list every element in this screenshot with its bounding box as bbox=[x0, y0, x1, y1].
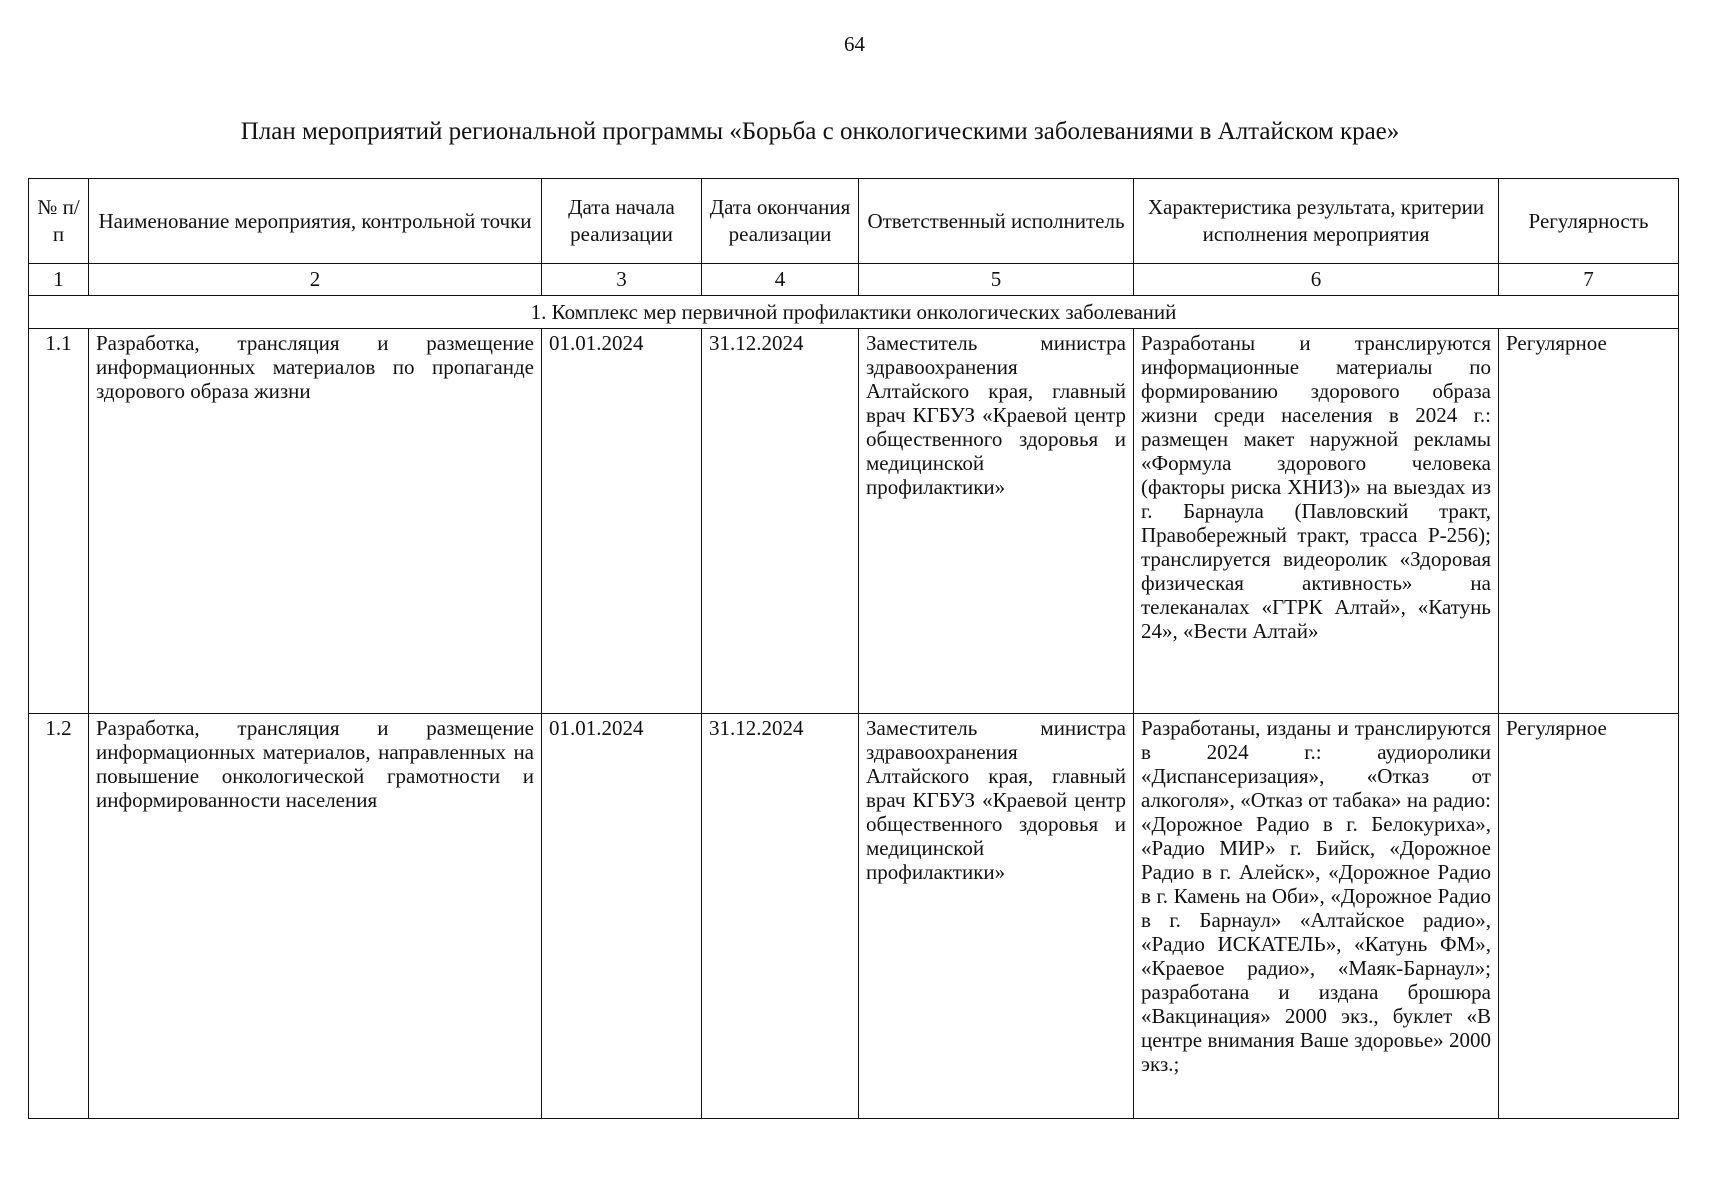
document-title: План мероприятий региональной программы «Борьба с онкологическими заболеваниями в Алтайском крае» bbox=[240, 118, 1400, 145]
header-cell: Характеристика результата, критерии исполнения мероприятия bbox=[1134, 179, 1499, 264]
row-number: 1.2 bbox=[29, 714, 89, 1119]
responsible-executor: Заместитель министра здравоохранения Алтайского края, главный врач КГБУЗ «Краевой центр общественного здоровья и медицинской профилактики» bbox=[859, 714, 1134, 1119]
regularity: Регулярное bbox=[1499, 329, 1679, 714]
row-number: 1.1 bbox=[29, 329, 89, 714]
table-header-row bbox=[29, 179, 1679, 264]
responsible-executor: Заместитель министра здравоохранения Алтайского края, главный врач КГБУЗ «Краевой центр общественного здоровья и медицинской профилактики» bbox=[859, 329, 1134, 714]
regularity: Регулярное bbox=[1499, 714, 1679, 1119]
section-row bbox=[29, 296, 1679, 329]
column-number: 7 bbox=[1499, 264, 1679, 296]
start-date: 01.01.2024 bbox=[542, 329, 702, 714]
column-number: 6 bbox=[1134, 264, 1499, 296]
end-date: 31.12.2024 bbox=[702, 714, 859, 1119]
end-date: 31.12.2024 bbox=[702, 329, 859, 714]
result-description: Разработаны и транслируются информационные материалы по формированию здорового образа жизни среди населения в 2024 г.: размещен макет наружной рекламы «Формула здорового человека (факторы риска ХНИЗ)» на выездах из г. Барнаула (Павловский тракт, Правобережный тракт, трасса Р-256); транслируется видеоролик «Здоровая физическая активность» на телеканалах «ГТРК Алтай», «Катунь 24», «Вести Алтай» bbox=[1134, 329, 1499, 714]
column-number: 2 bbox=[89, 264, 542, 296]
column-number: 3 bbox=[542, 264, 702, 296]
section-title: 1. Комплекс мер первичной профилактики онкологических заболеваний bbox=[29, 296, 1679, 329]
header-cell: № п/п bbox=[29, 179, 89, 264]
header-cell: Наименование мероприятия, контрольной точки bbox=[89, 179, 542, 264]
column-number: 4 bbox=[702, 264, 859, 296]
column-number: 1 bbox=[29, 264, 89, 296]
header-cell: Регулярность bbox=[1499, 179, 1679, 264]
activity-name: Разработка, трансляция и размещение информационных материалов, направленных на повышение онкологической грамотности и информированности населения bbox=[89, 714, 542, 1119]
header-cell: Дата окончания реализации bbox=[702, 179, 859, 264]
result-description: Разработаны, изданы и транслируются в 2024 г.: аудиоролики «Диспансеризация», «Отказ от алкоголя», «Отказ от табака» на радио: «Дорожное Радио в г. Белокуриха», «Радио МИР» г. Бийск, «Дорожное Радио в г. Алейск», «Дорожное Радио в г. Камень на Оби», «Дорожное Радио в г. Барнаул» «Алтайское радио», «Радио ИСКАТЕЛЬ», «Катунь ФМ», «Краевое радио», «Маяк-Барнаул»; разработана и издана брошюра «Вакцинация» 2000 экз., буклет «В центре внимания Ваше здоровье» 2000 экз.; bbox=[1134, 714, 1499, 1119]
column-number: 5 bbox=[859, 264, 1134, 296]
header-cell: Ответственный исполнитель bbox=[859, 179, 1134, 264]
page-number: 64 bbox=[844, 32, 865, 56]
table-row bbox=[29, 329, 1679, 714]
table-row bbox=[29, 714, 1679, 1119]
header-cell: Дата начала реализации bbox=[542, 179, 702, 264]
activity-name: Разработка, трансляция и размещение информационных материалов по пропаганде здорового образа жизни bbox=[89, 329, 542, 714]
start-date: 01.01.2024 bbox=[542, 714, 702, 1119]
plan-table bbox=[28, 178, 1679, 1119]
column-number-row bbox=[29, 264, 1679, 296]
